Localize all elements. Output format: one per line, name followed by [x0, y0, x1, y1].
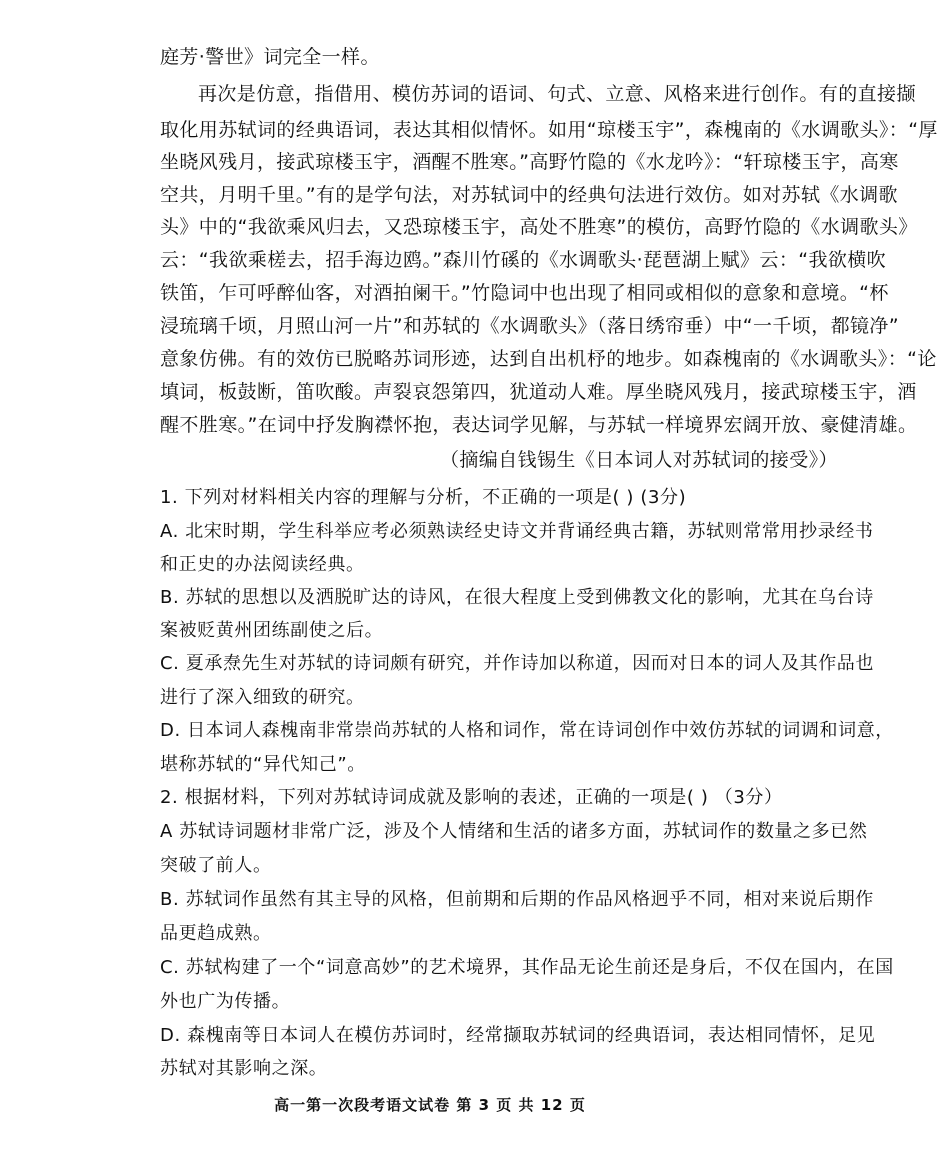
question-1-option-b: B. 苏轼的思想以及洒脱旷达的诗风，在很大程度上受到佛教文化的影响，尤其在乌台诗: [160, 587, 874, 608]
question-2-option-d-cont: 苏轼对其影响之深。: [160, 1058, 328, 1079]
question-2-option-a-cont: 突破了前人。: [160, 855, 272, 876]
question-2-option-c: C. 苏轼构建了一个“词意高妙”的艺术境界，其作品无论生前还是身后，不仅在国内，在国: [160, 957, 894, 978]
passage-line: 再次是仿意，指借用、模仿苏词的语词、句式、立意、风格来进行创作。有的直接撷: [198, 83, 916, 105]
question-1-option-a: A. 北宋时期，学生科举应考必须熟读经史诗文并背诵经典古籍，苏轼则常常用抄录经书: [160, 521, 874, 542]
question-1-option-c: C. 夏承焘先生对苏轼的诗词颇有研究，并作诗加以称道，因而对日本的词人及其作品也: [160, 653, 875, 674]
question-2-option-d: D. 森槐南等日本词人在模仿苏词时，经常撷取苏轼词的经典语词，表达相同情怀，足见: [160, 1025, 876, 1046]
question-2-option-b: B. 苏轼词作虽然有其主导的风格，但前期和后期的作品风格迥乎不同，相对来说后期作: [160, 889, 874, 910]
question-2-option-a: A 苏轼诗词题材非常广泛，涉及个人情绪和生活的诸多方面，苏轼词作的数量之多已然: [160, 821, 868, 842]
passage-source: （摘编自钱锡生《日本词人对苏轼词的接受》）: [440, 449, 838, 471]
passage-line: 庭芳·警世》词完全一样。: [160, 46, 380, 68]
page-footer: 高一第一次段考语文试卷 第 3 页 共 12 页: [274, 1096, 586, 1114]
question-2-option-b-cont: 品更趋成熟。: [160, 923, 272, 944]
passage-line: 醒不胜寒。”在词中抒发胸襟怀抱，表达词学见解，与苏轼一样境界宏阔开放、豪健清雄。: [160, 414, 918, 436]
passage-line: 空共，月明千里。”有的是学句法，对苏轼词中的经典句法进行效仿。如对苏轼《水调歌: [160, 184, 898, 206]
question-1-option-a-cont: 和正史的办法阅读经典。: [160, 554, 365, 575]
question-1-option-d-cont: 堪称苏轼的“异代知己”。: [160, 754, 366, 775]
passage-line: 意象仿佛。有的效仿已脱略苏词形迹，达到自出机杼的地步。如森槐南的《水调歌头》：“论: [160, 348, 937, 370]
passage-line: 取化用苏轼词的经典语词，表达其相似情怀。如用“琼楼玉宇”，森槐南的《水调歌头》：“厚: [160, 119, 938, 141]
passage-line: 填词，板鼓断，笛吹酸。声裂哀怨第四，犹道动人难。厚坐晓风残月，接武琼楼玉宇，酒: [160, 381, 917, 403]
passage-line: 头》中的“我欲乘风归去，又恐琼楼玉宇，高处不胜寒”的模仿，高野竹隐的《水调歌头》: [160, 216, 918, 238]
question-2-option-c-cont: 外也广为传播。: [160, 991, 291, 1012]
question-1-stem: 1. 下列对材料相关内容的理解与分析，不正确的一项是( ) (3分): [160, 487, 687, 508]
question-1-option-d: D. 日本词人森槐南非常崇尚苏轼的人格和词作，常在诗词创作中效仿苏轼的词调和词意，: [160, 720, 894, 741]
question-2-stem: 2. 根据材料，下列对苏轼诗词成就及影响的表述，正确的一项是( ) （3分）: [160, 787, 783, 808]
passage-line: 云：“我欲乘槎去，招手海边鸥。”森川竹磎的《水调歌头·琵琶湖上赋》云：“我欲横吹: [160, 249, 887, 271]
question-1-option-b-cont: 案被贬黄州团练副使之后。: [160, 620, 384, 641]
passage-line: 浸琉璃千顷，月照山河一片”和苏轼的《水调歌头》（落日绣帘垂）中“一千顷，都镜净”: [160, 315, 900, 337]
passage-line: 坐晓风残月，接武琼楼玉宇，酒醒不胜寒。”高野竹隐的《水龙吟》：“轩琼楼玉宇，高寒: [160, 151, 899, 173]
question-1-option-c-cont: 进行了深入细致的研究。: [160, 687, 365, 708]
passage-line: 铁笛，乍可呼醉仙客，对酒拍阑干。”竹隐词中也出现了相同或相似的意象和意境。“杯: [160, 282, 889, 304]
